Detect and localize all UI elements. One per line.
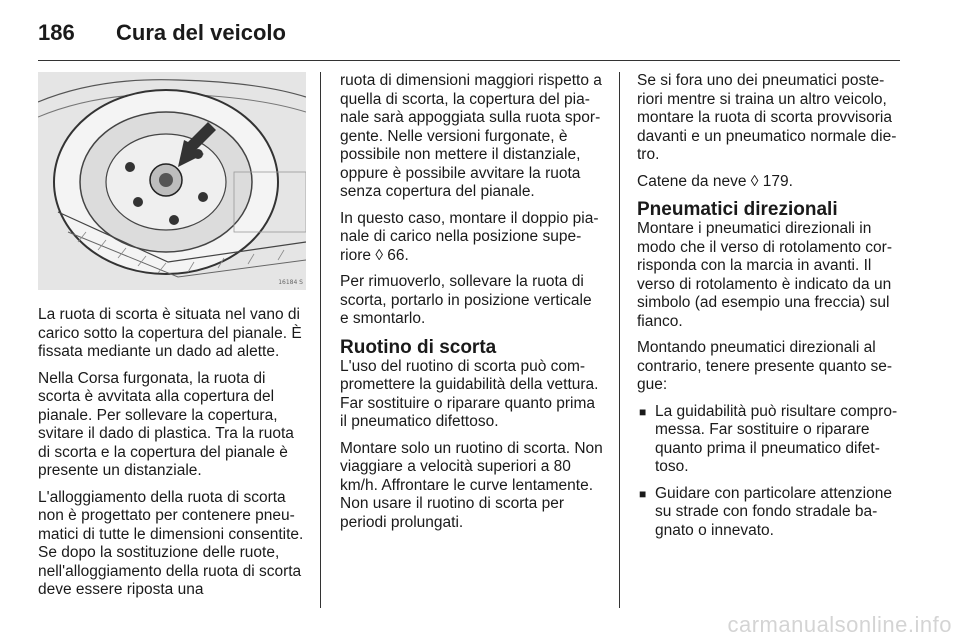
paragraph: La ruota di scorta è situata nel vano di carico sotto la copertura del pianale. È fissata mediante un dado ad alette. — [38, 306, 302, 360]
bullet-icon: ■ — [639, 486, 647, 501]
paragraph: Se si fora uno dei pneumatici posteriori mentre si traina un altro veicolo, montare la ruota di scorta provvisoria davanti e un pneumatico normale dietro. — [637, 72, 897, 163]
column-middle — [340, 72, 603, 540]
column-left — [38, 72, 306, 608]
list-item — [637, 485, 903, 541]
page-title: Cura del veicolo — [116, 20, 286, 45]
paragraph: Montando pneumatici direzionali al contrario, tenere presente quanto segue: — [637, 339, 893, 393]
svg-text:16184 S: 16184 S — [278, 279, 303, 286]
spare-wheel-drawing — [38, 72, 306, 290]
spare-wheel-illustration — [38, 72, 306, 290]
paragraph: Nella Corsa furgonata, la ruota di scorta è avvitata alla copertura del pianale. Per sollevare la copertura, svitare il dado di plastica. Tra la ruota di scorta e la copertura del pianale è presente un distanziale. — [38, 369, 294, 479]
bullet-icon: ■ — [639, 404, 647, 419]
column-divider — [320, 72, 321, 608]
list-item — [637, 403, 903, 477]
paragraph: Catene da neve ◊ 179. — [637, 172, 793, 190]
page-number: 186 — [38, 20, 75, 45]
bullet-list — [637, 403, 903, 541]
paragraph: L'uso del ruotino di scorta può compromettere la guidabilità della vettura. Far sostituire o riparare quanto prima il pneumatico difettoso. — [340, 357, 599, 430]
paragraph: L'alloggiamento della ruota di scorta non è progettato per contenere pneumatici di tutte le dimensioni consentite. Se dopo la sostituzione delle ruote, nell'alloggiamento della ruota di scorta deve essere riposta una — [38, 488, 304, 598]
paragraph: In questo caso, montare il doppio pianale di carico nella posizione superiore ◊ 66. — [340, 209, 599, 264]
section-heading: Ruotino di scorta — [340, 336, 497, 358]
section-heading: Pneumatici direzionali — [637, 199, 838, 220]
column-divider — [619, 72, 620, 608]
list-item-text: La guidabilità può risultare compromessa. Far sostituire o riparare quanto prima il pneumatico difettoso. — [655, 402, 898, 475]
page-header — [38, 16, 900, 61]
watermark: carmanualsonline.info — [727, 612, 952, 637]
paragraph: Per rimuoverlo, sollevare la ruota di scorta, portarlo in posizione verticale e smontarlo. — [340, 273, 592, 327]
column-right — [637, 72, 903, 548]
paragraph: Montare i pneumatici direzionali in modo che il verso di rotolamento corrisponda con la marcia in avanti. Il verso di rotolamento è indicato da un simbolo (ad esempio una freccia) sul fianco. — [637, 220, 893, 330]
paragraph: Montare solo un ruotino di scorta. Non viaggiare a velocità superiori a 80 km/h. Affrontare le curve lentamente. Non usare il ruotino di scorta per periodi prolungati. — [340, 439, 603, 531]
list-item-text: Guidare con particolare attenzione su strade con fondo stradale bagnato o innevato. — [655, 484, 892, 539]
paragraph: ruota di dimensioni maggiori rispetto a quella di scorta, la copertura del pianale sarà appoggiata sulla ruota sporgente. Nelle versioni furgonate, è possibile non mettere il distanziale, oppure è possibile avvitare la ruota senza copertura del pianale. — [340, 72, 602, 200]
